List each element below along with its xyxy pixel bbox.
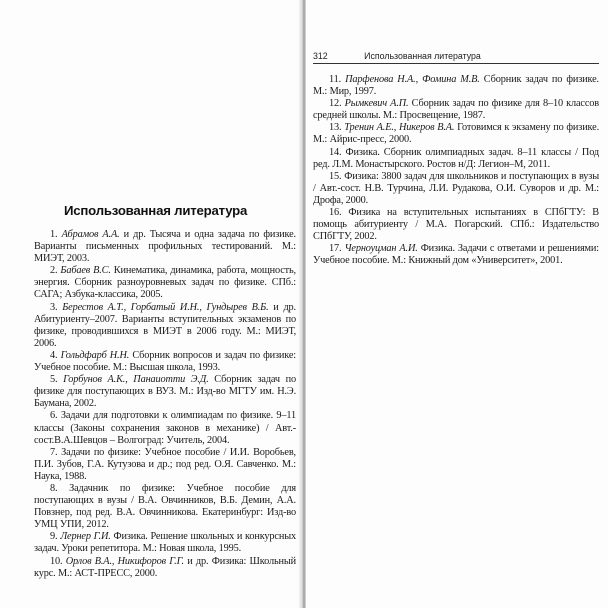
section-heading: Использованная литература (64, 203, 248, 218)
reference-text: Физика. Задачи с ответами и решениями: Учебное пособие. М.: Книжный дом «Университет», 2001. (313, 243, 599, 267)
reference-text: Физика. Решение школьных и конкурсных задач. Уроки репетитора. М.: Новая школа, 1995. (34, 531, 296, 555)
page-number: 312 (313, 51, 328, 61)
reference-item (34, 410, 296, 446)
reference-author: Горбунов А.К., Панаиотти Э.Д. (63, 374, 209, 386)
reference-text: Кинематика, динамика, работа, мощность, энергия. Сборник разноуровневых задач по физике. СПб.: САГА; Азбука-классика, 2005. (34, 265, 296, 301)
running-head-title: Использованная литература (364, 51, 481, 61)
reference-number: 1. (50, 229, 58, 240)
reference-text: Задачник по физике: Учебное пособие для поступающих в вузы / В.А. Овчинников, В.Б. Демин, А.А. Повзнер, под ред. В.А. Овчинникова. Екатеринбург: Изд-во УМЦ УПИ, 2012. (34, 482, 296, 531)
reference-text: Сборник задач по физике для 8–10 классов средней школы. М.: Просвещение, 1987. (313, 98, 599, 122)
reference-item (313, 147, 599, 171)
reference-item (34, 531, 296, 555)
reference-number: 8. (50, 482, 58, 494)
reference-author: Бабаев В.С. (60, 265, 111, 277)
reference-item (313, 122, 599, 146)
reference-text: Задачи для подготовки к олимпиадам по физике. 9–11 классы (Законы сохранения законов в механике) / Авт.-сост.В.А.Шевцов – Волгоград: Учитель, 2004. (34, 410, 296, 446)
reference-text: Задачи по физике: Учебное пособие / И.И. Воробьев, П.И. Зубов, Г.А. Кутузова и др.; под ред. О.Я. Савченко. М.: Наука, 1988. (34, 446, 296, 482)
reference-author: Орлов В.А., Никифоров Г.Г. (65, 555, 184, 567)
reference-text: Готовимся к экзамену по физике. М.: Айрис-пресс, 2000. (313, 122, 599, 146)
reference-number: 13. (329, 122, 342, 134)
reference-text: и др. Абитуриенту–2007. Варианты вступительных экзаменов по физике, проводившихся в МИЭТ в 2006 году. М.: МИЭТ, 2006. (34, 301, 296, 349)
reference-list-left (34, 229, 296, 580)
reference-item (34, 483, 296, 531)
running-head (313, 51, 599, 61)
reference-text: и др. Тысяча и одна задача по физике. Варианты письменных профильных тестирований. М.: МИЭТ, 2003. (34, 229, 296, 265)
reference-number: 3. (50, 301, 58, 313)
reference-author: Абрамов А.А. (61, 229, 120, 240)
reference-item (313, 207, 599, 243)
reference-text: Сборник задач по физике. М.: Мир, 1997. (313, 74, 599, 98)
reference-text: Сборник задач по физике для поступающих в ВУЗ. М.: Изд-во МГТУ им. Н.Э. Баумана, 2002. (34, 374, 296, 410)
reference-item (34, 302, 296, 350)
reference-list-right (313, 74, 599, 268)
reference-item (313, 243, 599, 267)
reference-text: Сборник вопросов и задач по физике: Учебное пособие. М.: Высшая школа, 1993. (34, 349, 296, 374)
reference-author: Рымкевич А.П. (344, 98, 409, 110)
reference-number: 11. (329, 74, 342, 85)
reference-item (313, 98, 599, 122)
reference-text: Физика: 3800 задач для школьников и поступающих в вузы / Авт.-сост. Н.В. Турчина, Л.И. Рудакова, О.И. Суворов и др. М.: Дрофа, 2000. (313, 170, 599, 206)
reference-item (313, 74, 599, 98)
reference-number: 16. (329, 207, 342, 219)
header-rule (313, 63, 599, 64)
reference-number: 6. (50, 410, 58, 422)
reference-author: Тренин А.Е., Никеров В.А. (344, 122, 455, 134)
reference-text: Физика на вступительных испытаниях в СПбГТУ: В помощь абитуриенту / М.А. Погарский. СПб.: Издательство СПбГТУ, 2002. (313, 207, 599, 243)
reference-item (34, 447, 296, 483)
reference-number: 9. (50, 531, 58, 543)
reference-item (34, 556, 296, 580)
reference-author: Берестов А.Т., Горбатый И.Н., Гундырев В.Б. (62, 301, 269, 313)
reference-text: Физика. Сборник олимпиадных задач. 8–11 классы / Под ред. Л.М. Монастырского. Ростов н/Д: Легион–М, 2011. (313, 146, 599, 170)
reference-number: 14. (329, 146, 342, 158)
reference-author: Гольдфарб Н.Н. (60, 349, 130, 361)
reference-item (34, 229, 296, 265)
reference-number: 10. (50, 555, 63, 567)
reference-number: 15. (329, 170, 342, 182)
reference-number: 7. (50, 446, 58, 458)
reference-item (34, 350, 296, 374)
reference-number: 4. (50, 349, 58, 361)
reference-number: 2. (50, 265, 58, 277)
reference-author: Черноуцман А.И. (344, 243, 418, 255)
reference-number: 17. (329, 243, 342, 255)
reference-author: Лернер Г.И. (60, 531, 111, 543)
reference-number: 5. (50, 374, 58, 386)
reference-item (34, 374, 296, 410)
left-page (0, 0, 302, 608)
reference-item (313, 171, 599, 207)
reference-item (34, 265, 296, 301)
reference-number: 12. (329, 98, 342, 110)
reference-author: Парфенова Н.А., Фомина М.В. (345, 74, 480, 85)
reference-text: и др. Физика: Школьный курс. М.: АСТ-ПРЕСС, 2000. (34, 555, 296, 579)
